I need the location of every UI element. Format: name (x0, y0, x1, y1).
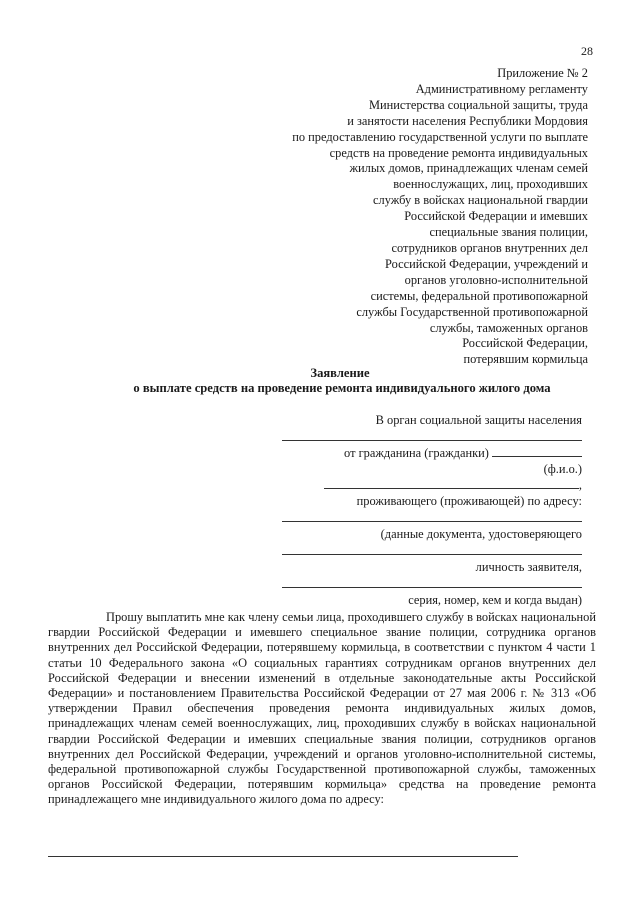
recipient-organ: В орган социальной защиты населения (375, 413, 582, 427)
citizen-name-field[interactable] (492, 445, 582, 457)
appendix-line: службу в войсках национальной гвардии (373, 193, 588, 208)
appendix-line: Административному регламенту (415, 81, 588, 96)
identity-caption: личность заявителя, (475, 560, 582, 574)
from-citizen-label: от гражданина (гражданки) (344, 446, 489, 460)
series-caption: серия, номер, кем и когда выдан) (408, 593, 582, 607)
fio-comma: , (578, 478, 582, 492)
appendix-line: по предоставлению государственной услуги по выплате (292, 129, 588, 144)
address-field[interactable] (282, 511, 582, 522)
appendix-line: системы, федеральной противопожарной (370, 288, 588, 303)
page-number: 28 (581, 44, 593, 58)
residing-label: проживающего (проживающей) по адресу: (356, 494, 582, 508)
document-caption: (данные документа, удостоверяющего (380, 527, 582, 541)
from-citizen-row (282, 445, 582, 461)
document-title (60, 366, 620, 396)
appendix-line: военнослужащих, лиц, проходивших (393, 177, 588, 192)
appendix-line: службы Государственной противопожарной (356, 304, 588, 319)
fio-caption: (ф.и.о.) (543, 462, 582, 476)
appendix-line: службы, таможенных органов (429, 320, 588, 335)
appendix-line: Российской Федерации, (462, 336, 588, 351)
appendix-line: Российской Федерации, учреждений и (385, 256, 588, 271)
appendix-line: жилых домов, принадлежащих членам семей (349, 161, 588, 176)
title-subheading: о выплате средств на проведение ремонта индивидуального жилого дома (133, 381, 551, 395)
appendix-line: и занятости населения Республики Мордовия (347, 113, 588, 128)
appendix-line: Российской Федерации и имевших (404, 209, 588, 224)
appendix-header (168, 66, 588, 368)
title-heading: Заявление (310, 366, 370, 380)
appendix-line: Приложение № 2 (497, 66, 588, 80)
appendix-line: специальные звания полиции, (429, 225, 588, 240)
document-field[interactable] (282, 544, 582, 555)
appendix-line: потерявшим кормильца (463, 352, 588, 367)
fio-line-row (282, 477, 582, 493)
address-line-field[interactable] (48, 856, 518, 857)
body-paragraph: Прошу выплатить мне как члену семьи лица, проходившего службу в войсках национальной гвардии Российской Федерации и имевшего специальное звание полиции, сотрудника органов внутренних дел Российской Федерации, потерявшему кормильца, в соответствии с пунктом 4 части 1 статьи 10 Федерального закона «О социальных гарантиях сотрудникам органов внутренних дел Российской Федерации и внесении изменений в отдельные законодательные акты Российской Федерации» и постановлением Правительства Российской Федерации от 27 мая 2006 г. № 313 «Об утверждении Правил обеспечения проведения ремонта индивидуальных жилых домов, принадлежащих членам семей военнослужащих, лиц, проходивших службу в войсках национальной гвардии Российской Федерации и имевших специальные звания полиции, сотрудников органов внутренних дел Российской Федерации, учреждений и органов уголовно-исполнительной системы, федеральной противопожарной службы Государственной противопожарной службы, таможенных органов Российской Федерации, потерявшим кормильца» средства на проведение ремонта принадлежащего мне индивидуального жилого дома по адресу: (48, 610, 596, 807)
appendix-line: сотрудников органов внутренних дел (391, 240, 588, 255)
appendix-line: средств на проведение ремонта индивидуальных (329, 145, 588, 160)
application-body (48, 610, 596, 808)
recipient-block (282, 412, 582, 608)
fio-field[interactable] (324, 478, 579, 489)
appendix-line: Министерства социальной защиты, труда (369, 97, 588, 112)
identity-field[interactable] (282, 577, 582, 588)
appendix-line: органов уголовно-исполнительной (404, 272, 588, 287)
organ-name-field[interactable] (282, 430, 582, 441)
